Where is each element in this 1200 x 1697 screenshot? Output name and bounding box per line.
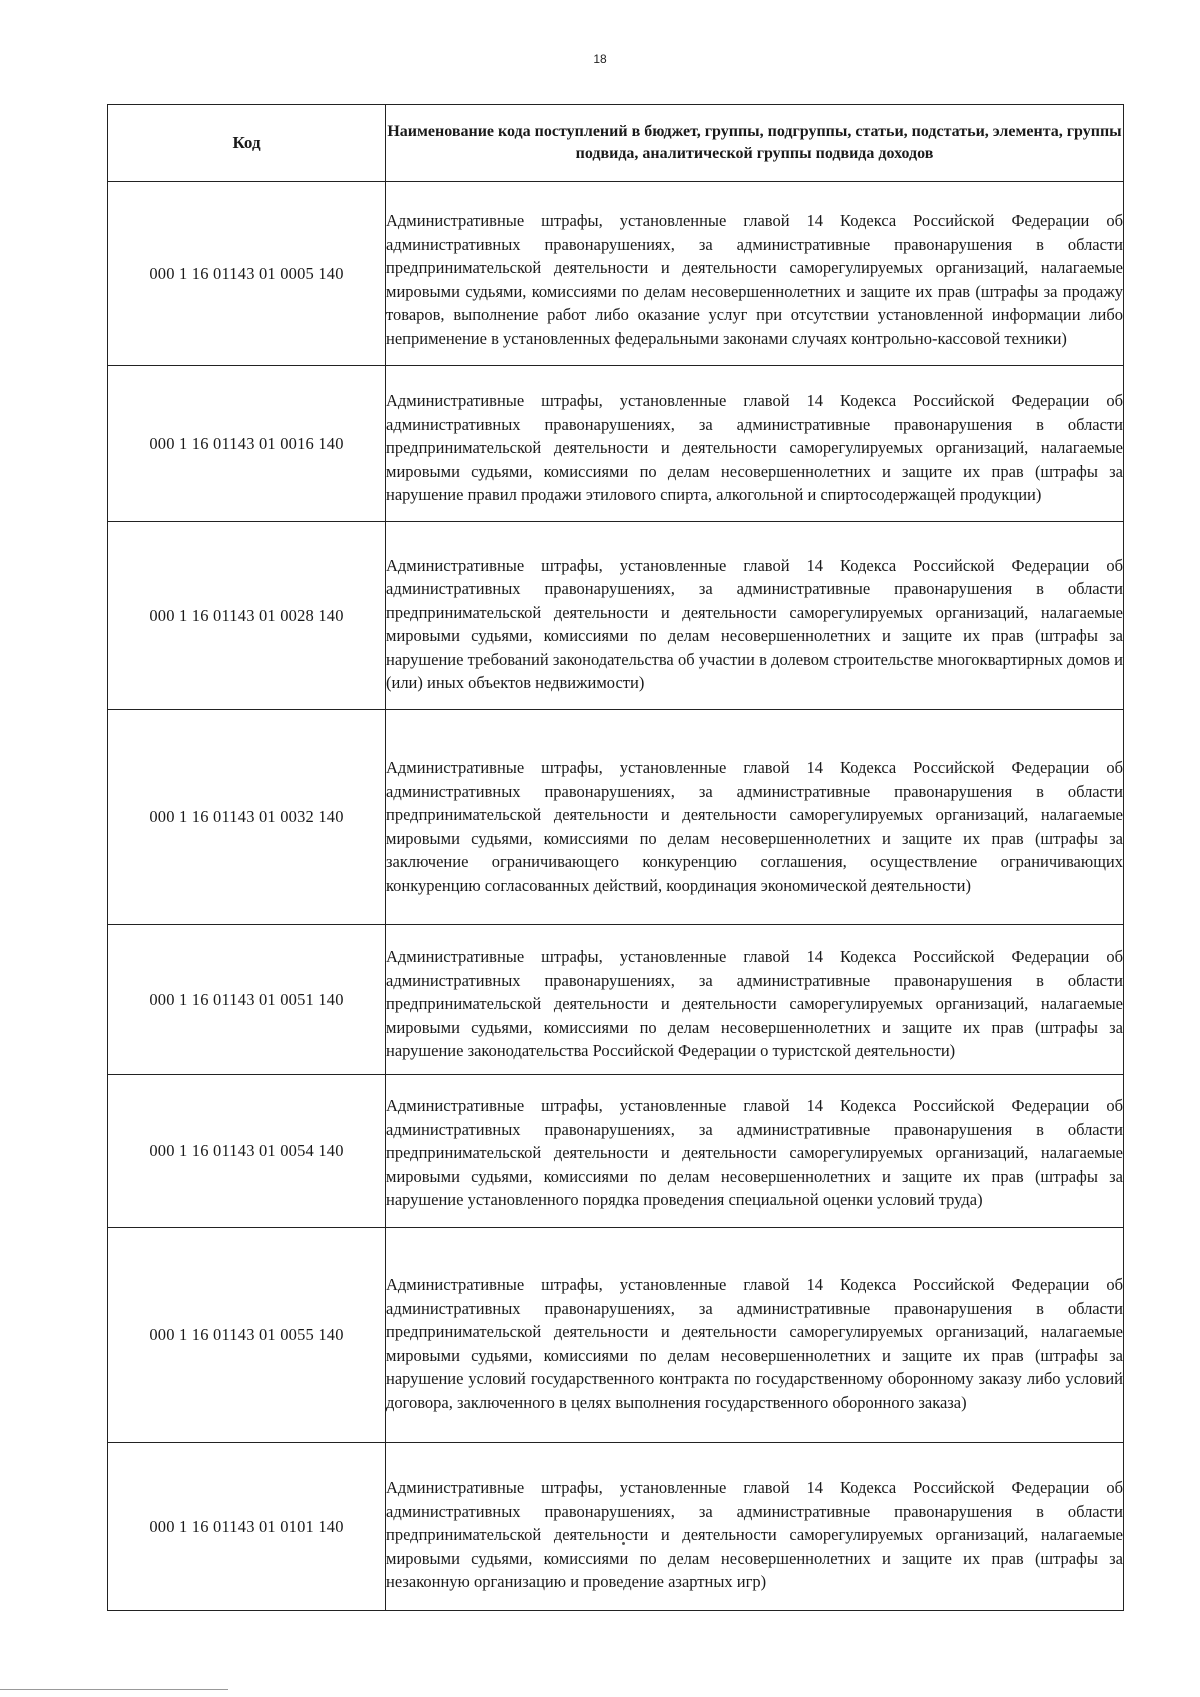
code-cell: 000 1 16 01143 01 0005 140 — [108, 182, 386, 366]
table-row — [108, 925, 1124, 1075]
table-row — [108, 366, 1124, 522]
code-cell: 000 1 16 01143 01 0028 140 — [108, 522, 386, 710]
table-row — [108, 182, 1124, 366]
code-cell: 000 1 16 01143 01 0032 140 — [108, 710, 386, 925]
table-row — [108, 522, 1124, 710]
page-number: 18 — [593, 52, 607, 66]
description-cell: Административные штрафы, установленные главой 14 Кодекса Российской Федерации об административных правонарушениях, за административные правонарушения в области предпринимательской деятельности и деятельности саморегулируемых организаций, налагаемые мировыми судьями, комиссиями по делам несовершеннолетних и защите их прав (штрафы за нарушение условий государственного контракта по государственному оборонному заказу либо условий договора, заключенного в целях выполнения государственного оборонного заказа) — [386, 1228, 1124, 1443]
table-header-row — [108, 105, 1124, 182]
header-name: Наименование кода поступлений в бюджет, группы, подгруппы, статьи, подстатьи, элемента, группы подвида, аналитической группы подвида доходов — [386, 105, 1124, 182]
table-row — [108, 710, 1124, 925]
description-cell: Административные штрафы, установленные главой 14 Кодекса Российской Федерации об административных правонарушениях, за административные правонарушения в области предпринимательской деятельности и деятельности саморегулируемых организаций, налагаемые мировыми судьями, комиссиями по делам несовершеннолетних и защите их прав (штрафы за нарушение требований законодательства об участии в долевом строительстве многоквартирных домов и (или) иных объектов недвижимости) — [386, 522, 1124, 710]
header-code: Код — [108, 105, 386, 182]
code-cell: 000 1 16 01143 01 0055 140 — [108, 1228, 386, 1443]
description-cell: Административные штрафы, установленные главой 14 Кодекса Российской Федерации об административных правонарушениях, за административные правонарушения в области предпринимательской деятельности и деятельности саморегулируемых организаций, налагаемые мировыми судьями, комиссиями по делам несовершеннолетних и защите их прав (штрафы за продажу товаров, выполнение работ либо оказание услуг при отсутствии установленной информации либо неприменение в установленных федеральными законами случаях контрольно-кассовой техники) — [386, 182, 1124, 366]
code-cell: 000 1 16 01143 01 0054 140 — [108, 1075, 386, 1228]
code-cell: 000 1 16 01143 01 0101 140 — [108, 1443, 386, 1611]
description-cell: Административные штрафы, установленные главой 14 Кодекса Российской Федерации об административных правонарушениях, за административные правонарушения в области предпринимательской деятельности и деятельности саморегулируемых организаций, налагаемые мировыми судьями, комиссиями по делам несовершеннолетних и защите их прав (штрафы за нарушение законодательства Российской Федерации о туристской деятельности) — [386, 925, 1124, 1075]
description-cell: Административные штрафы, установленные главой 14 Кодекса Российской Федерации об административных правонарушениях, за административные правонарушения в области предпринимательской деятельности и деятельности саморегулируемых организаций, налагаемые мировыми судьями, комиссиями по делам несовершеннолетних и защите их прав (штрафы за нарушение правил продажи этилового спирта, алкогольной и спиртосодержащей продукции) — [386, 366, 1124, 522]
table-row — [108, 1228, 1124, 1443]
description-cell: Административные штрафы, установленные главой 14 Кодекса Российской Федерации об административных правонарушениях, за административные правонарушения в области предпринимательской деятельности и деятельности саморегулируемых организаций, налагаемые мировыми судьями, комиссиями по делам несовершеннолетних и защите их прав (штрафы за заключение ограничивающего конкуренцию соглашения, осуществление ограничивающих конкуренцию согласованных действий, координация экономической деятельности) — [386, 710, 1124, 925]
code-cell: 000 1 16 01143 01 0051 140 — [108, 925, 386, 1075]
code-cell: 000 1 16 01143 01 0016 140 — [108, 366, 386, 522]
description-cell: Административные штрафы, установленные главой 14 Кодекса Российской Федерации об административных правонарушениях, за административные правонарушения в области предпринимательской деятельности и деятельности саморегулируемых организаций, налагаемые мировыми судьями, комиссиями по делам несовершеннолетних и защите их прав (штрафы за нарушение установленного порядка проведения специальной оценки условий труда) — [386, 1075, 1124, 1228]
table-row — [108, 1443, 1124, 1611]
table-row — [108, 1075, 1124, 1228]
revenue-codes-table — [107, 104, 1124, 1611]
description-cell: Административные штрафы, установленные главой 14 Кодекса Российской Федерации об административных правонарушениях, за административные правонарушения в области предпринимательской деятельности и деятельности саморегулируемых организаций, налагаемые мировыми судьями, комиссиями по делам несовершеннолетних и защите их прав (штрафы за незаконную организацию и проведение азартных игр) — [386, 1443, 1124, 1611]
scan-line — [0, 1689, 228, 1690]
